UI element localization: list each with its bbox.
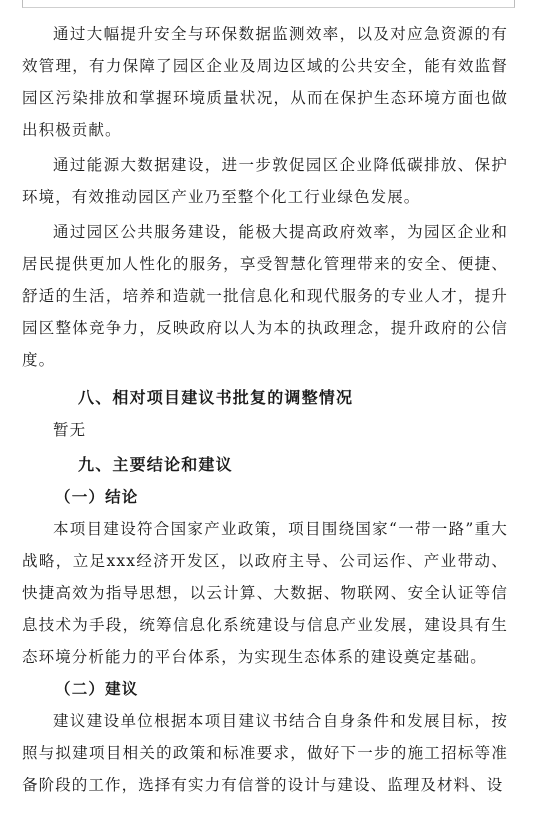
subsection-conclusion-heading: （一）结论: [55, 488, 139, 506]
paragraph-energy-big-data: 通过能源大数据建设，进一步敦促园区企业降低碳排放、保护环境，有效推动园区产业乃至整个化工行业绿色发展。: [22, 156, 508, 206]
paragraph-public-services: 通过园区公共服务建设，能极大提高政府效率，为园区企业和居民提供更加人性化的服务，享受智慧化管理带来的安全、便捷、舒适的生活，培养和造就一批信息化和现代服务的专业人才，提升园区整体竞争力，反映政府以人为本的执政理念，提升政府的公信度。: [22, 223, 508, 369]
section-9-heading: 九、主要结论和建议: [78, 455, 233, 474]
paragraph-safety-environment: 通过大幅提升安全与环保数据监测效率，以及对应急资源的有效管理，有力保障了园区企业及周边区域的公共安全，能有效监督园区污染排放和掌握环境质量状况，从而在保护生态环境方面也做出积极贡献。: [22, 25, 508, 139]
section-8-body: 暂无: [53, 421, 87, 439]
subsection-conclusion-body: 本项目建设符合国家产业政策，项目围绕国家“一带一路”重大战略，立足xxx经济开发区，以政府主导、公司运作、产业带动、快捷高效为指导思想，以云计算、大数据、物联网、安全认证等信息技术为手段，统筹信息化系统建设与信息产业发展，建设具有生态环境分析能力的平台体系，为实现生态体系的建设奠定基础。: [22, 520, 508, 666]
subsection-suggestion-body: 建议建设单位根据本项目建议书结合自身条件和发展目标，按照与拟建项目相关的政策和标准要求，做好下一步的施工招标等准备阶段的工作，选择有实力有信誉的设计与建设、监理及材料、设: [22, 712, 508, 794]
document-body: [22, 18, 508, 801]
section-8-heading: 八、相对项目建议书批复的调整情况: [78, 388, 354, 407]
page-header-fragment: [53, 0, 484, 4]
subsection-suggestion-heading: （二）建议: [55, 680, 139, 698]
page-top-edge: [22, 0, 515, 8]
